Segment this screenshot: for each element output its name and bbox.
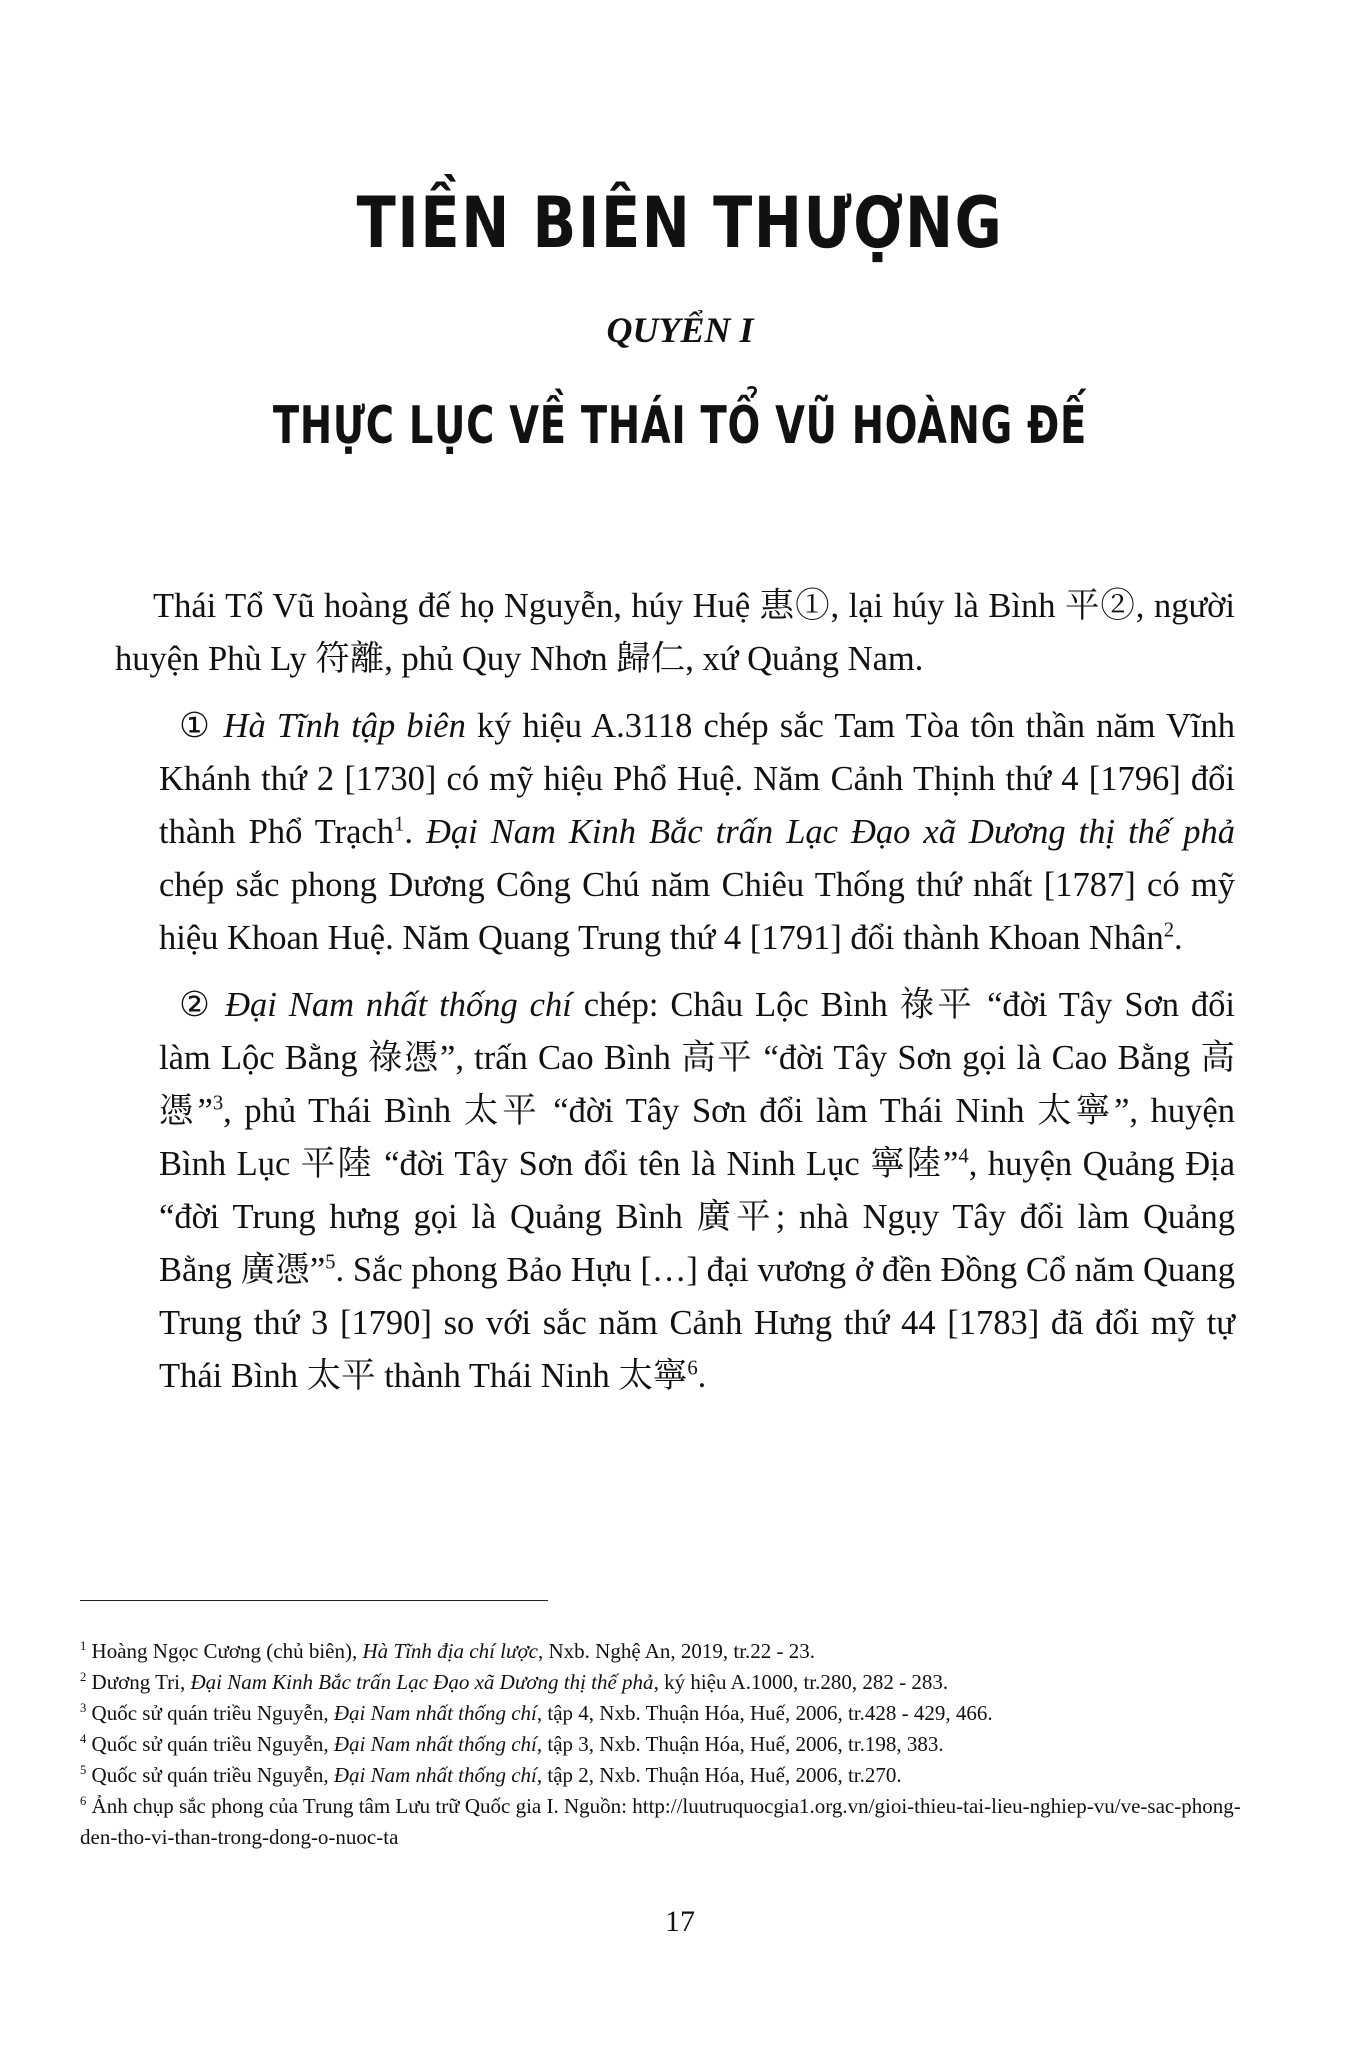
main-text xyxy=(115,580,1235,1417)
footnote-ref-6: 6 xyxy=(687,1357,698,1380)
volume-heading: QUYỂN I xyxy=(606,310,754,350)
opening-paragraph: Thái Tổ Vũ hoàng đế họ Nguyễn, húy Huệ 惠①, lại húy là Bình 平②, người huyện Phù Ly 符離, phủ Quy Nhơn 歸仁, xứ Quảng Nam. xyxy=(115,587,1235,678)
footnote-2: $^2$ Dương Tri, Đại Nam Kinh Bắc trấn Lạc Đạo xã Dương thị thế phả, ký hiệu A.1000, tr.280, 282 - 283. xyxy=(80,1670,949,1694)
footnote-4: $^4$ Quốc sử quán triều Nguyễn, Đại Nam nhất thống chí, tập 3, Nxb. Thuận Hóa, Huế, 2006, tr.198, 383. xyxy=(80,1732,944,1756)
part-title: TIỀN BIÊN THƯỢNG xyxy=(356,182,1004,264)
footnote-divider xyxy=(80,1600,548,1601)
footnote-ref-4: 4 xyxy=(958,1145,969,1168)
footnote-6: $^6$ Ảnh chụp sắc phong của Trung tâm Lưu trữ Quốc gia I. Nguồn: http://luutruquocgia1.org.vn/gioi-thieu-tai-lieu-nghiep-vu/ve-sac-phong-den-tho-vi-than-trong-dong-o-nuoc-ta xyxy=(80,1794,1241,1849)
annotation-1: ① Hà Tĩnh tập biên ký hiệu A.3118 chép sắc Tam Tòa tôn thần năm Vĩnh Khánh thứ 2 [1730] có mỹ hiệu Phổ Huệ. Năm Cảnh Thịnh thứ 4 [1796] đổi thành Phổ Trạch$^1$. Đại Nam Kinh Bắc trấn Lạc Đạo xã Dương thị thế phả chép sắc phong Dương Công Chú năm Chiêu Thống thứ nhất [1787] có mỹ hiệu Khoan Huệ. Năm Quang Trung thứ 4 [1791] đổi thành Khoan Nhân$^2$. xyxy=(159,707,1235,957)
footnote-5: $^5$ Quốc sử quán triều Nguyễn, Đại Nam nhất thống chí, tập 2, Nxb. Thuận Hóa, Huế, 2006, tr.270. xyxy=(80,1763,902,1787)
page-number: 17 xyxy=(665,1905,695,1938)
footnote-ref-3: 3 xyxy=(212,1092,224,1115)
footnote-ref-2: 2 xyxy=(1163,919,1175,942)
footnote-1: $^1$ Hoàng Ngọc Cương (chủ biên), Hà Tĩnh địa chí lược, Nxb. Nghệ An, 2019, tr.22 - 23. xyxy=(80,1639,816,1663)
chapter-title: THỰC LỤC VỀ THÁI TỔ VŨ HOÀNG ĐẾ xyxy=(272,396,1088,456)
footnote-6-source: Ảnh chụp sắc phong của Trung tâm Lưu trữ Quốc gia I. Nguồn: http://luutruquocgia1.org.vn/gioi-thieu-tai-lieu-nghiep-vu/ve-sac-phong-den-tho-vi-than-trong-dong-o-nuoc-ta xyxy=(80,1794,1241,1849)
footnote-ref-5: 5 xyxy=(325,1251,336,1274)
footnotes xyxy=(80,1636,1275,1853)
footnote-ref-1: 1 xyxy=(393,813,405,836)
annotation-2: ② Đại Nam nhất thống chí chép: Châu Lộc Bình 祿平 “đời Tây Sơn đổi làm Lộc Bằng 祿憑”, trấn Cao Bình 高平 “đời Tây Sơn gọi là Cao Bằng 高憑”$^3$, phủ Thái Bình 太平 “đời Tây Sơn đổi làm Thái Ninh 太寧”, huyện Bình Lục 平陸 “đời Tây Sơn đổi tên là Ninh Lục 寧陸”$^4$, huyện Quảng Địa “đời Trung hưng gọi là Quảng Bình 廣平; nhà Ngụy Tây đổi làm Quảng Bằng 廣憑”$^5$. Sắc phong Bảo Hựu […] đại vương ở đền Đồng Cổ năm Quang Trung thứ 3 [1790] so với sắc năm Cảnh Hưng thứ 44 [1783] đã đổi mỹ tự Thái Bình 太平 thành Thái Ninh 太寧$^6$. xyxy=(159,986,1236,1395)
footnote-3: $^3$ Quốc sử quán triều Nguyễn, Đại Nam nhất thống chí, tập 4, Nxb. Thuận Hóa, Huế, 2006, tr.428 - 429, 466. xyxy=(80,1701,993,1725)
